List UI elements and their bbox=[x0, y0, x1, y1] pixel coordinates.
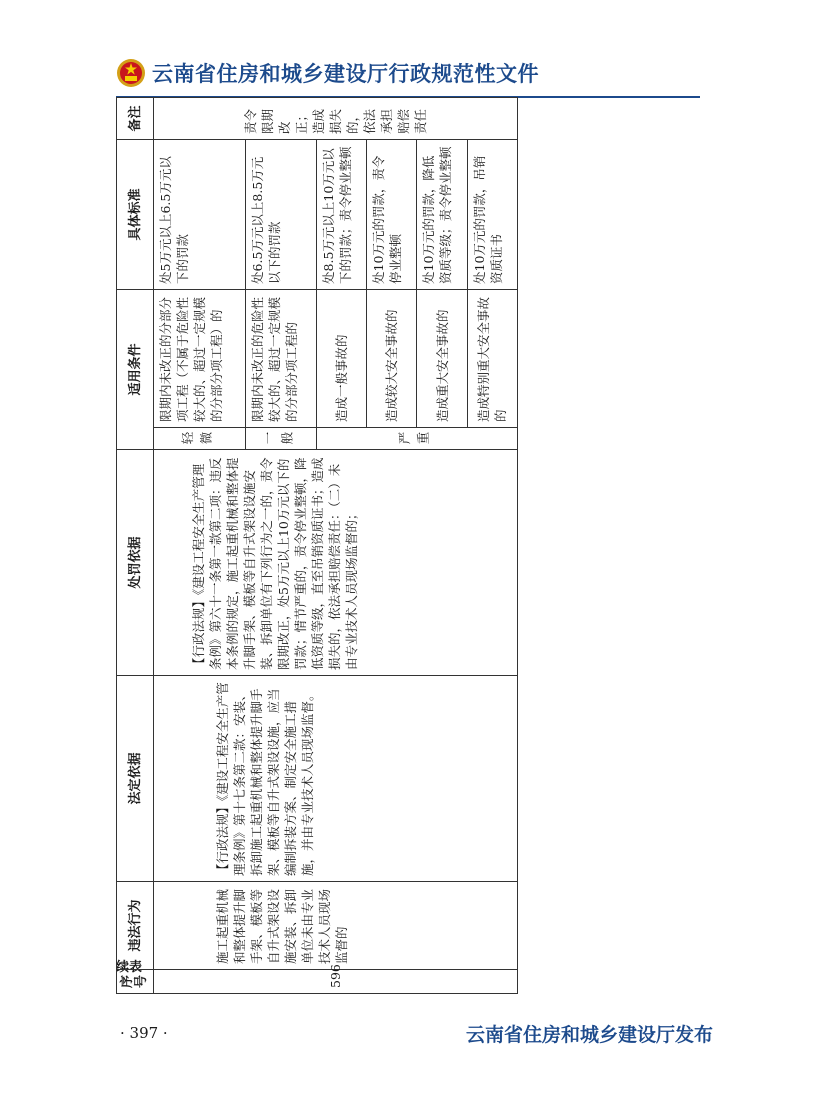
cell-cond: 限期内未改正的分部分项工程（不属于危险性较大的、超过一定规模的分部分项工程）的 bbox=[154, 289, 246, 427]
cell-cond: 造成重大安全事故的 bbox=[417, 289, 467, 427]
table-row bbox=[154, 97, 246, 993]
header-note: 备注 bbox=[117, 97, 154, 139]
cell-cond: 造成较大安全事故的 bbox=[367, 289, 417, 427]
level-general: 一般 bbox=[245, 428, 316, 450]
cell-act: 施工起重机械和整体提升脚手架、模板等自升式架设设施安装、拆卸单位未由专业技术人员现场监督的 bbox=[154, 882, 518, 970]
footer-publisher: 云南省住房和城乡建设厅发布 bbox=[466, 1024, 714, 1046]
table-header-row bbox=[117, 97, 154, 993]
page-number: · 397 · bbox=[120, 1024, 168, 1042]
cell-legal: 【行政法规】《建设工程安全生产管理条例》第十七条第二款：安装、拆卸施工起重机械和整体提升脚手架、模板等自升式架设设施，应当编制拆装方案、制定安全施工措施，并由专业技术人员现场监督。 bbox=[154, 676, 518, 882]
cell-note: 责令限期改正；造成损失的，依法承担赔偿责任 bbox=[154, 97, 518, 139]
penalty-table bbox=[116, 97, 518, 994]
header-std: 具体标准 bbox=[117, 139, 154, 289]
cell-std: 处8.5万元以上10万元以下的罚款；责令停业整顿 bbox=[316, 139, 366, 289]
cell-cond: 限期内未改正的危险性较大的、超过一定规模的分部分项工程的 bbox=[245, 289, 316, 427]
header-legal: 法定依据 bbox=[117, 676, 154, 882]
cell-cond: 造成一般事故的 bbox=[316, 289, 366, 427]
cell-std: 处5万元以上6.5万元以下的罚款 bbox=[154, 139, 246, 289]
national-emblem-icon bbox=[116, 58, 146, 88]
cell-cond: 造成特别重大安全事故的 bbox=[467, 289, 517, 427]
level-light: 轻微 bbox=[154, 428, 246, 450]
cell-seq: 596 bbox=[154, 970, 518, 994]
document-header bbox=[116, 58, 539, 88]
header-title: 云南省住房和城乡建设厅行政规范性文件 bbox=[152, 62, 539, 86]
cell-std: 处6.5万元以上8.5万元以下的罚款 bbox=[245, 139, 316, 289]
cell-std: 处10万元的罚款，降低资质等级；责令停业整顿 bbox=[417, 139, 467, 289]
header-act: 违法行为 bbox=[117, 882, 154, 970]
cell-std: 处10万元的罚款，责令停业整顿 bbox=[367, 139, 417, 289]
header-cond: 适用条件 bbox=[117, 289, 154, 449]
level-serious: 严重 bbox=[316, 428, 517, 450]
header-basis: 处罚依据 bbox=[117, 450, 154, 676]
rotated-table-wrapper bbox=[116, 98, 518, 994]
continued-label: 续表 bbox=[116, 960, 143, 975]
cell-basis: 【行政法规】《建设工程安全生产管理条例》第六十一条第一款第二项：违反本条例的规定，施工起重机械和整体提升脚手架、模板等自升式架设设施安装、拆卸单位有下列行为之一的，责令限期改正，处5万元以上10万元以下的罚款；情节严重的，责令停业整顿，降低资质等级，直至吊销资质证书；造成损失的，依法承担赔偿责任：（二）未由专业技术人员现场监督的； bbox=[154, 450, 518, 676]
cell-std: 处10万元的罚款，吊销资质证书 bbox=[467, 139, 517, 289]
header-seq: 序号 bbox=[117, 970, 154, 994]
